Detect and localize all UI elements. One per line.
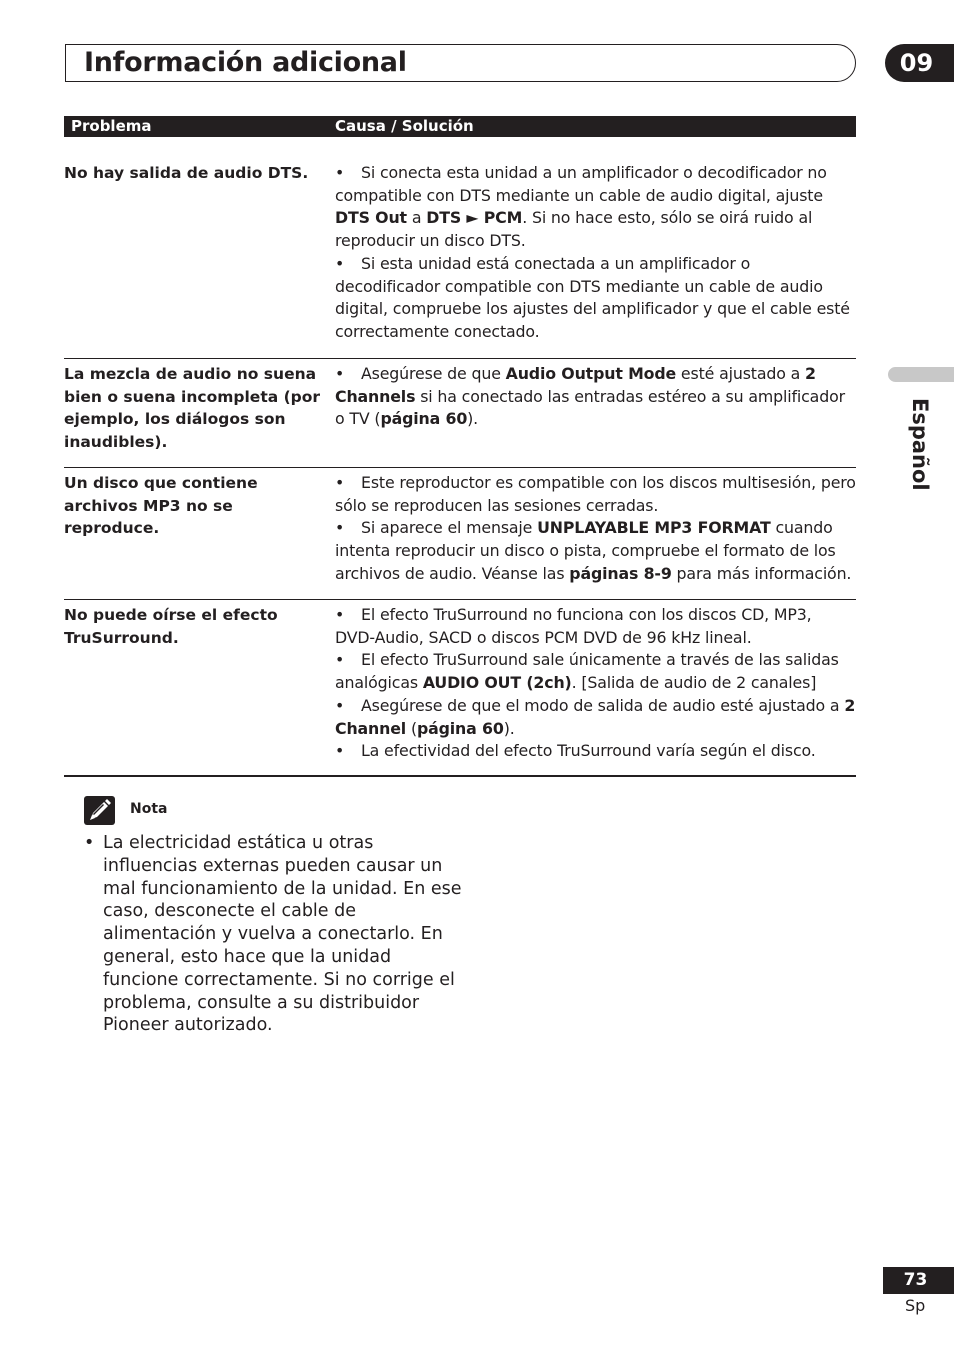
problem-cell: La mezcla de audio no suena bien o suena incompleta (por ejemplo, los diálogos son inaudibles). [64,365,321,452]
solution-bullet: • Asegúrese de que Audio Output Mode esté ajustado a 2 Channels si ha conectado las entradas estéreo a su amplificador o TV (página 60). [335,363,856,431]
solution-bullet: • El efecto TruSurround no funciona con los discos CD, MP3, DVD-Audio, SACD o discos PCM DVD de 96 kHz lineal. [335,604,856,649]
chapter-badge: 09 [885,44,954,82]
solution-bullet: • Si esta unidad está conectada a un amplificador o decodificador compatible con DTS mediante un cable de audio digital, compruebe los ajustes del amplificador y que el cable esté correctamente conectado. [335,253,856,344]
solution-cell [335,363,856,467]
pencil-icon [84,796,115,825]
solution-cell [335,604,856,775]
table-row [64,359,856,468]
table-header [64,116,856,137]
problem-cell: No puede oírse el efecto TruSurround. [64,606,278,647]
note-list [84,832,464,1037]
page-title: Información adicional [84,47,407,78]
solution-bullet: • Si aparece el mensaje UNPLAYABLE MP3 FORMAT cuando intenta reproducir un disco o pista, compruebe el formato de los archivos de audio. Véanse las páginas 8-9 para más información. [335,517,856,585]
note-label: Nota [130,801,168,817]
note-text: La electricidad estática u otras influencias externas pueden causar un mal funcionamiento de la unidad. En ese caso, desconecte el cable de alimentación y vuelva a conectarlo. En general, esto hace que la unidad funcione correctamente. Si no corrige el problema, consulte a su distribuidor Pioneer autorizado. [103,833,462,1036]
language-tab-bar [888,367,954,382]
troubleshooting-table [64,116,856,777]
solution-cell [335,472,856,599]
table-row [64,137,856,359]
page-number: 73 [883,1267,954,1294]
solution-bullet: • El efecto TruSurround sale únicamente a través de las salidas analógicas AUDIO OUT (2ch). [Salida de audio de 2 canales] [335,649,856,694]
column-header-problem: Problema [71,117,152,135]
column-header-cause: Causa / Solución [335,117,474,135]
solution-bullet: • Asegúrese de que el modo de salida de audio esté ajustado a 2 Channel (página 60). [335,695,856,740]
solution-bullet: • Si conecta esta unidad a un amplificador o decodificador no compatible con DTS mediante un cable de audio digital, ajuste DTS Out a DTS ► PCM. Si no hace esto, sólo se oirá ruido al reproducir un disco DTS. [335,162,856,253]
solution-bullet: • Este reproductor es compatible con los discos multisesión, pero sólo se reproducen las sesiones cerradas. [335,472,856,517]
table-row [64,468,856,600]
solution-bullet: • La efectividad del efecto TruSurround varía según el disco. [335,740,856,763]
problem-cell: No hay salida de audio DTS. [64,164,309,182]
bullet-marker: • [84,833,95,853]
solution-cell [335,162,856,358]
problem-cell: Un disco que contiene archivos MP3 no se reproduce. [64,474,258,538]
table-row [64,600,856,777]
page-language-code: Sp [905,1296,926,1315]
language-label: Español [908,398,932,491]
